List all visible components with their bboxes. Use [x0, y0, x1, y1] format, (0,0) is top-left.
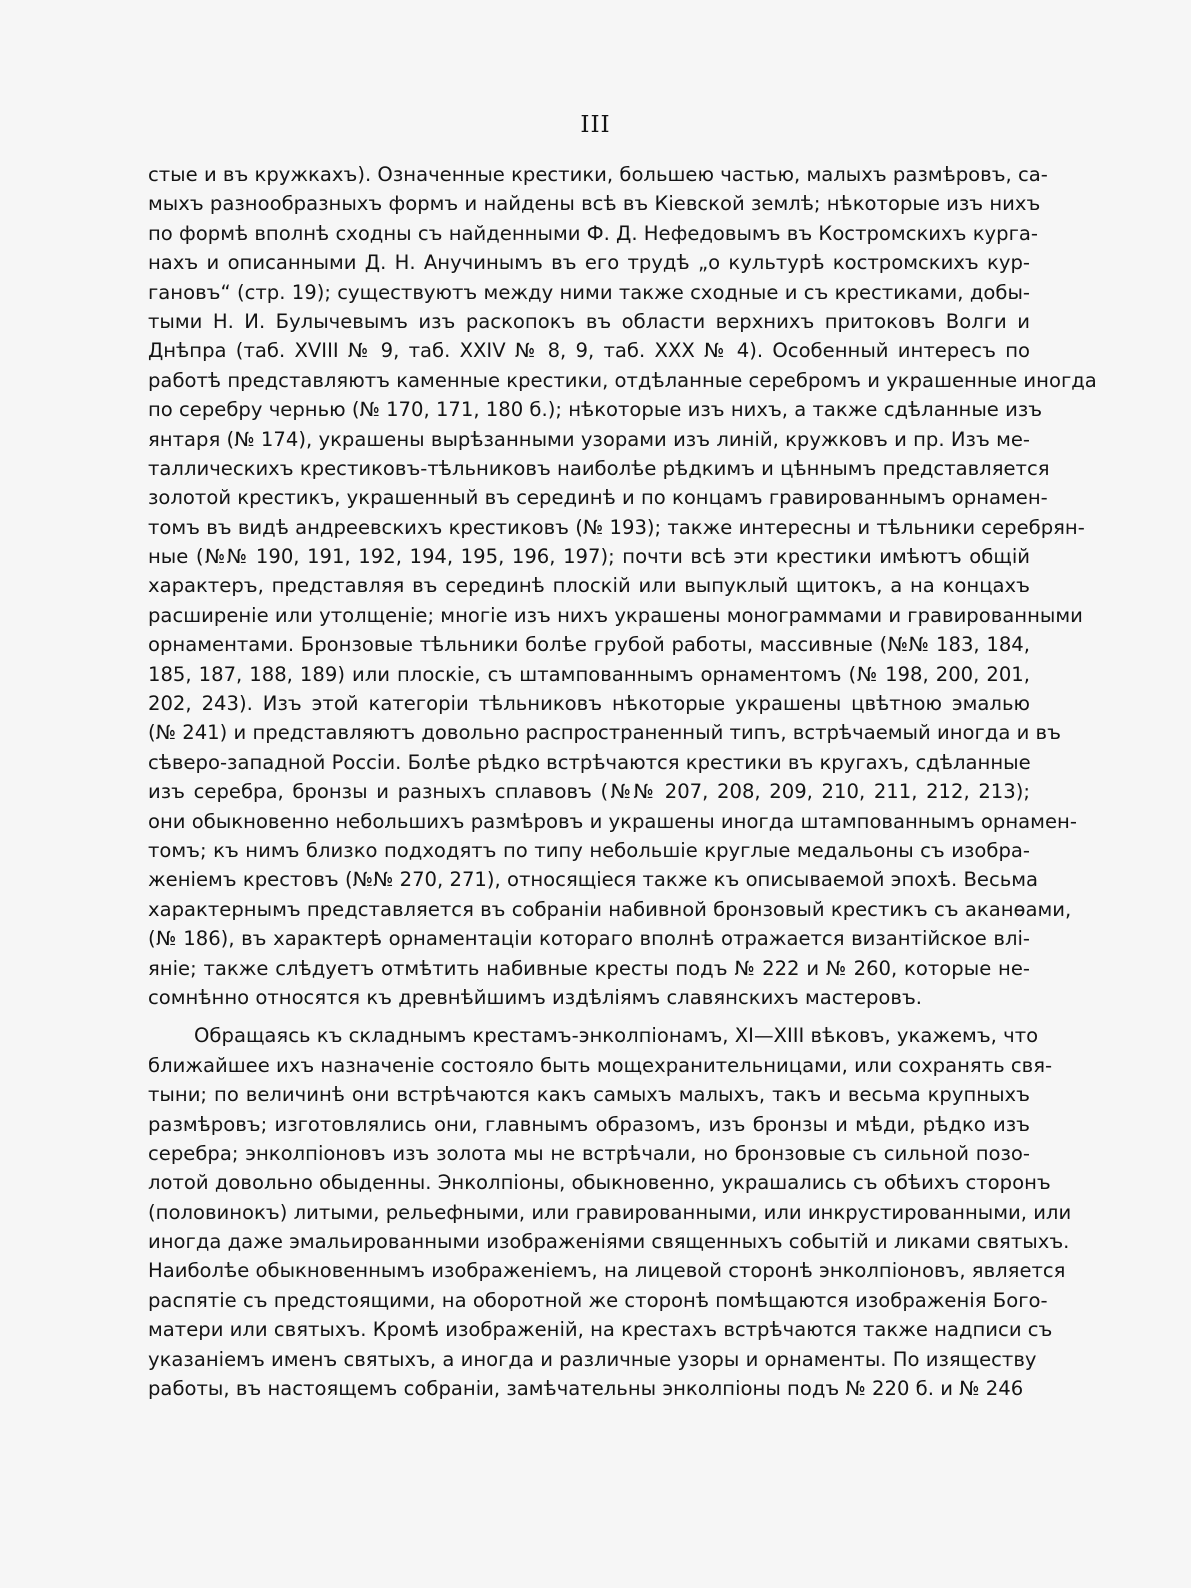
text-line: изъ серебра, бронзы и разныхъ сплавовъ (№№ 207, 208, 209, 210, 211, 212, 213); [148, 780, 1030, 804]
text-line: характернымъ представляется въ собраніи набивной бронзовый крестикъ съ аканѳами, [148, 897, 1072, 921]
text-line: распятіе съ предстоящими, на оборотной же сторонѣ помѣщаются изображенія Бого- [148, 1288, 1048, 1312]
text-line: 202, 243). Изъ этой категоріи тѣльниковъ нѣкоторые украшены цвѣтною эмалью [148, 692, 1030, 716]
text-line: расширеніе или утолщеніе; многіе изъ нихъ украшены монограммами и гравированными [148, 603, 1083, 627]
text-line: характеръ, представляя въ серединѣ плоскій или выпуклый щитокъ, а на концахъ [148, 574, 1030, 598]
page-number: III [580, 112, 611, 138]
text-line: ные (№№ 190, 191, 192, 194, 195, 196, 197); почти всѣ эти крестики имѣютъ общій [148, 545, 1030, 569]
paragraph-gap [148, 1012, 1030, 1021]
text-line: матери или святыхъ. Кромѣ изображеній, на крестахъ встрѣчаются также надписи съ [148, 1318, 1053, 1342]
text-line: лотой довольно обыденны. Энколпіоны, обыкновенно, украшались съ обѣихъ сторонъ [148, 1171, 1051, 1195]
text-line: по формѣ вполнѣ сходны съ найденными Ф. Д. Нефедовымъ въ Костромскихъ курга- [148, 221, 1038, 245]
text-line: яніе; также слѣдуетъ отмѣтить набивные кресты подъ № 222 и № 260, которые не- [148, 956, 1030, 980]
body-text [148, 160, 1097, 1403]
paragraph [148, 160, 1097, 1012]
text-line: тыми Н. И. Булычевымъ изъ раскопокъ въ области верхнихъ притоковъ Волги и [148, 309, 1030, 333]
text-line: указаніемъ именъ святыхъ, а иногда и различные узоры и орнаменты. По изяществу [148, 1347, 1037, 1371]
text-line: гановъ“ (стр. 19); существуютъ между ними также сходные и съ крестиками, добы- [148, 280, 1030, 304]
text-line: работѣ представляютъ каменные крестики, отдѣланные серебромъ и украшенные иногда [148, 368, 1097, 392]
text-line: томъ въ видѣ андреевскихъ крестиковъ (№ 193); также интересны и тѣльники серебрян- [148, 515, 1085, 539]
text-line: янтаря (№ 174), украшены вырѣзанными узорами изъ линій, кружковъ и пр. Изъ ме- [148, 427, 1030, 451]
text-line: нахъ и описанными Д. Н. Анучинымъ въ его трудѣ „о культурѣ костромскихъ кур- [148, 251, 1030, 275]
text-line: (№ 186), въ характерѣ орнаментаціи котораго вполнѣ отражается византійское влі- [148, 927, 1030, 951]
text-line: (половинокъ) литыми, рельефными, или гравированными, или инкрустированными, или [148, 1200, 1072, 1224]
text-line: женіемъ крестовъ (№№ 270, 271), относящіеся также къ описываемой эпохѣ. Весьма [148, 868, 1039, 892]
text-line: работы, въ настоящемъ собраніи, замѣчательны энколпіоны подъ № 220 б. и № 246 [148, 1377, 1024, 1401]
text-line: мыхъ разнообразныхъ формъ и найдены всѣ въ Кіевской землѣ; нѣкоторые изъ нихъ [148, 192, 1041, 216]
text-line: таллическихъ крестиковъ-тѣльниковъ наиболѣе рѣдкимъ и цѣннымъ представляется [148, 456, 1050, 480]
text-line: орнаментами. Бронзовые тѣльники болѣе грубой работы, массивные (№№ 183, 184, [148, 633, 1030, 657]
text-line: Обращаясь къ складнымъ крестамъ-энколпіонамъ, XI—XIII вѣковъ, укажемъ, что [194, 1024, 1039, 1048]
text-line: (№ 241) и представляютъ довольно распространенный типъ, встрѣчаемый иногда и въ [148, 721, 1061, 745]
text-line: Днѣпра (таб. XVIII № 9, таб. XXIV № 8, 9, таб. XXX № 4). Особенный интересъ по [148, 339, 1030, 363]
text-line: Наиболѣе обыкновеннымъ изображеніемъ, на лицевой сторонѣ энколпіоновъ, является [148, 1259, 1066, 1283]
text-line: серебра; энколпіоновъ изъ золота мы не встрѣчали, но бронзовые съ сильной позо- [148, 1141, 1030, 1165]
text-line: сомнѣнно относятся къ древнѣйшимъ издѣліямъ славянскихъ мастеровъ. [148, 985, 923, 1009]
paragraph [148, 1021, 1072, 1403]
text-line: они обыкновенно небольшихъ размѣровъ и украшены иногда штампованнымъ орнамен- [148, 809, 1077, 833]
text-line: по серебру чернью (№ 170, 171, 180 б.); нѣкоторые изъ нихъ, а также сдѣланные изъ [148, 398, 1043, 422]
text-line: сѣверо-западной Россіи. Болѣе рѣдко встрѣчаются крестики въ кругахъ, сдѣланные [148, 750, 1031, 774]
text-line: размѣровъ; изготовлялись они, главнымъ образомъ, изъ бронзы и мѣди, рѣдко изъ [148, 1112, 1030, 1136]
text-line: золотой крестикъ, украшенный въ серединѣ и по концамъ гравированнымъ орнамен- [148, 486, 1048, 510]
text-line: 185, 187, 188, 189) или плоскіе, съ штампованнымъ орнаментомъ (№ 198, 200, 201, [148, 662, 1030, 686]
text-line: ближайшее ихъ назначеніе состояло быть мощехранительницами, или сохранять свя- [148, 1053, 1053, 1077]
text-line: стые и въ кружкахъ). Означенные крестики, большею частью, малыхъ размѣровъ, са- [148, 163, 1048, 186]
text-line: тыни; по величинѣ они встрѣчаются какъ самыхъ малыхъ, такъ и весьма крупныхъ [148, 1083, 1030, 1107]
text-line: иногда даже эмальированными изображеніями священныхъ событій и ликами святыхъ. [148, 1230, 1070, 1254]
text-line: томъ; къ нимъ близко подходятъ по типу небольшіе круглые медальоны съ изобра- [148, 838, 1030, 862]
